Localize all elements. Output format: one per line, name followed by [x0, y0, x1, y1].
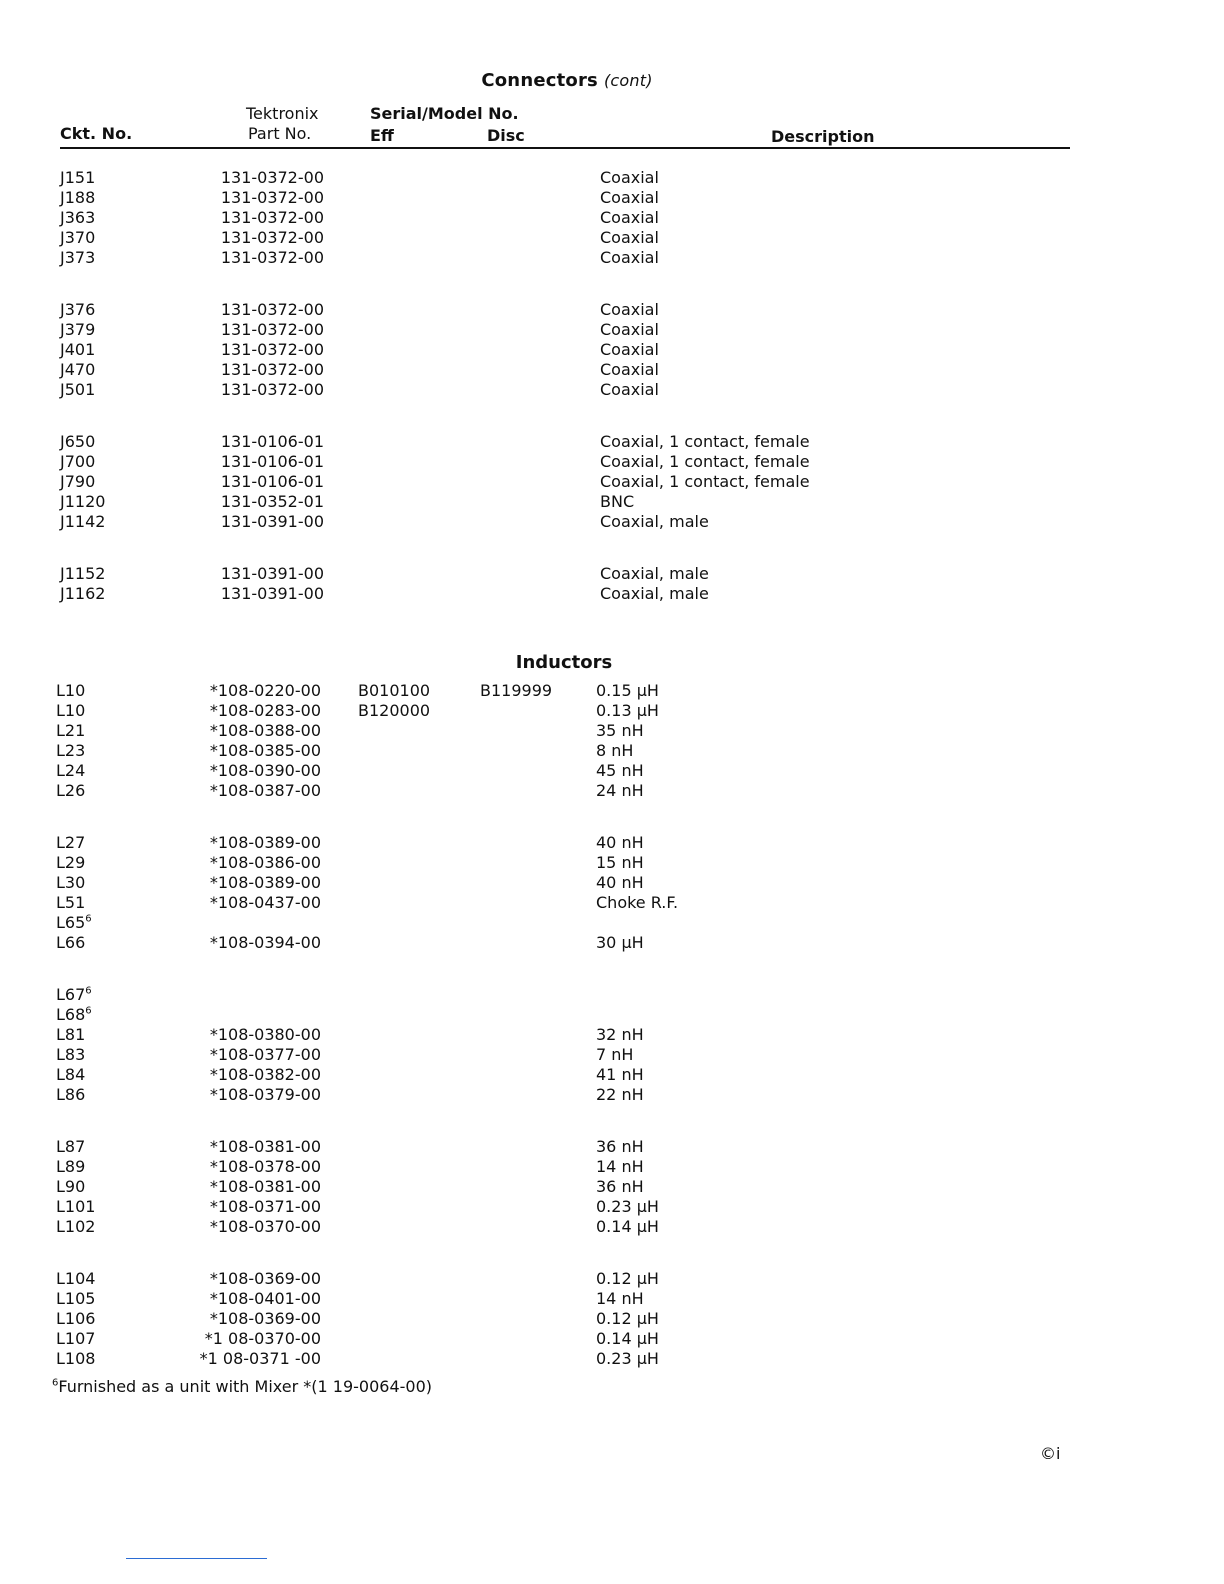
header-description: Description — [771, 127, 875, 146]
table-row — [0, 340, 1224, 360]
table-row — [0, 1349, 1224, 1369]
table-row — [0, 1217, 1224, 1237]
page-corner-mark: ©i — [1040, 1444, 1061, 1463]
part-no: *108-0369-00 — [209, 1309, 321, 1328]
part-no: *108-0380-00 — [209, 1025, 321, 1044]
ckt-no-text: L102 — [56, 1217, 96, 1236]
table-row — [0, 1157, 1224, 1177]
description: Coaxial, 1 contact, female — [600, 472, 810, 491]
part-no: 131-0391-00 — [220, 512, 324, 531]
table-row — [0, 741, 1224, 761]
description: Coaxial, male — [600, 564, 709, 583]
part-no: *108-0283-00 — [209, 701, 321, 720]
table-row — [0, 472, 1224, 492]
description: Coaxial — [600, 340, 659, 359]
description: Coaxial, 1 contact, female — [600, 432, 810, 451]
part-no: *108-0379-00 — [209, 1085, 321, 1104]
description: 32 nH — [596, 1025, 644, 1044]
table-row — [0, 432, 1224, 452]
part-no: 131-0106-01 — [220, 472, 324, 491]
description: Coaxial — [600, 208, 659, 227]
part-no: 131-0372-00 — [220, 380, 324, 399]
ckt-no-text: L29 — [56, 853, 86, 872]
part-no: *108-0220-00 — [209, 681, 321, 700]
part-no: *108-0386-00 — [209, 853, 321, 872]
ckt-no-text: L10 — [56, 681, 86, 700]
ckt-no-text: L86 — [56, 1085, 86, 1104]
ckt-no-text: L24 — [56, 761, 86, 780]
table-row — [0, 985, 1224, 1005]
part-no: 131-0372-00 — [220, 248, 324, 267]
header-tektronix: Tektronix — [246, 104, 319, 123]
header-eff: Eff — [370, 126, 394, 145]
part-no: *108-0390-00 — [209, 761, 321, 780]
description: BNC — [600, 492, 635, 511]
ckt-no-text: L10 — [56, 701, 86, 720]
footnote-text: Furnished as a unit with Mixer *(1 19-0064-00) — [58, 1377, 432, 1396]
table-row — [0, 188, 1224, 208]
table-row — [0, 1085, 1224, 1105]
ckt-no-text: L23 — [56, 741, 86, 760]
table-row — [0, 584, 1224, 604]
ckt-no-text: L83 — [56, 1045, 86, 1064]
part-no: *108-0385-00 — [209, 741, 321, 760]
table-row — [0, 248, 1224, 268]
table-row — [0, 1329, 1224, 1349]
ckt-no-text: J379 — [60, 320, 96, 339]
ckt-no-text: J373 — [60, 248, 96, 267]
part-no: 131-0372-00 — [220, 340, 324, 359]
section-title-inductors: Inductors — [515, 652, 613, 673]
ckt-no-text: J1142 — [60, 512, 106, 531]
ckt-no-text: J1120 — [60, 492, 106, 511]
ckt-no — [56, 913, 92, 932]
part-no: *108-0371-00 — [209, 1197, 321, 1216]
ckt-no-text: J501 — [60, 380, 96, 399]
ckt-no-text: L27 — [56, 833, 86, 852]
table-row — [0, 1045, 1224, 1065]
table-row — [0, 228, 1224, 248]
part-no: *108-0377-00 — [209, 1045, 321, 1064]
description: 36 nH — [596, 1137, 644, 1156]
part-no: 131-0106-01 — [220, 432, 324, 451]
part-no: 131-0391-00 — [220, 584, 324, 603]
ckt-no-text: J700 — [60, 452, 96, 471]
ckt-no-text: J376 — [60, 300, 96, 319]
ckt-no-text: L26 — [56, 781, 86, 800]
description: Coaxial — [600, 320, 659, 339]
part-no: *108-0401-00 — [209, 1289, 321, 1308]
table-row — [0, 1025, 1224, 1045]
part-no: 131-0391-00 — [220, 564, 324, 583]
ckt-no-text: L67 — [56, 985, 86, 1004]
description: Coaxial — [600, 360, 659, 379]
ckt-no-text: L84 — [56, 1065, 86, 1084]
header-part-no: Part No. — [248, 124, 312, 143]
description: 24 nH — [596, 781, 644, 800]
table-row — [0, 1289, 1224, 1309]
description: 8 nH — [596, 741, 634, 760]
ckt-no-text: L89 — [56, 1157, 86, 1176]
description: 35 nH — [596, 721, 644, 740]
connectors-title: Connectors — [481, 70, 598, 91]
part-no: *1 08-0371 -00 — [199, 1349, 321, 1368]
table-row — [0, 853, 1224, 873]
table-row — [0, 300, 1224, 320]
part-no: *108-0394-00 — [209, 933, 321, 952]
ckt-no-text: L101 — [56, 1197, 96, 1216]
table-row — [0, 933, 1224, 953]
ckt-no-text: J1162 — [60, 584, 106, 603]
description: Choke R.F. — [596, 893, 679, 912]
part-no: *108-0370-00 — [209, 1217, 321, 1236]
bottom-link-underline — [126, 1558, 267, 1559]
part-no: 131-0372-00 — [220, 320, 324, 339]
table-row — [0, 564, 1224, 584]
part-no: 131-0106-01 — [220, 452, 324, 471]
table-row — [0, 761, 1224, 781]
table-row — [0, 1197, 1224, 1217]
part-no: *108-0389-00 — [209, 833, 321, 852]
description: 14 nH — [596, 1289, 644, 1308]
part-no: *108-0382-00 — [209, 1065, 321, 1084]
ckt-no — [56, 1005, 92, 1024]
ckt-no-text: L81 — [56, 1025, 86, 1044]
description: 36 nH — [596, 1177, 644, 1196]
part-no: 131-0372-00 — [220, 188, 324, 207]
table-row — [0, 1137, 1224, 1157]
header-rule — [60, 147, 1070, 149]
part-no: *108-0387-00 — [209, 781, 321, 800]
ckt-no-text: L51 — [56, 893, 86, 912]
footnote-ref: 6 — [85, 985, 92, 997]
part-no: *108-0388-00 — [209, 721, 321, 740]
table-row — [0, 1309, 1224, 1329]
description: Coaxial, 1 contact, female — [600, 452, 810, 471]
table-row — [0, 360, 1224, 380]
table-row — [0, 833, 1224, 853]
part-no: *108-0378-00 — [209, 1157, 321, 1176]
table-row — [0, 1177, 1224, 1197]
table-row — [0, 781, 1224, 801]
description: 0.23 µH — [596, 1197, 659, 1216]
ckt-no-text: L106 — [56, 1309, 96, 1328]
part-no: *1 08-0370-00 — [204, 1329, 321, 1348]
ckt-no-text: L105 — [56, 1289, 96, 1308]
footnote-ref: 6 — [85, 913, 92, 925]
description: 0.12 µH — [596, 1269, 659, 1288]
ckt-no-text: L65 — [56, 913, 86, 932]
ckt-no-text: J370 — [60, 228, 96, 247]
ckt-no-text: J151 — [60, 168, 96, 187]
table-row — [0, 168, 1224, 188]
ckt-no-text: L107 — [56, 1329, 96, 1348]
description: 15 nH — [596, 853, 644, 872]
description: Coaxial, male — [600, 512, 709, 531]
ckt-no-text: L68 — [56, 1005, 86, 1024]
ckt-no — [56, 985, 92, 1004]
ckt-no-text: L90 — [56, 1177, 86, 1196]
section-title-connectors — [0, 70, 1134, 91]
footnote-mark: 6 — [52, 1377, 59, 1389]
description: 14 nH — [596, 1157, 644, 1176]
ckt-no-text: J1152 — [60, 564, 106, 583]
part-no: *108-0381-00 — [209, 1177, 321, 1196]
description: 45 nH — [596, 761, 644, 780]
description: 40 nH — [596, 873, 644, 892]
header-serial-model-no: Serial/Model No. — [370, 104, 519, 123]
part-no: *108-0381-00 — [209, 1137, 321, 1156]
part-no: 131-0372-00 — [220, 228, 324, 247]
table-row — [0, 512, 1224, 532]
ckt-no-text: J363 — [60, 208, 96, 227]
part-no: *108-0369-00 — [209, 1269, 321, 1288]
description: 22 nH — [596, 1085, 644, 1104]
table-row — [0, 380, 1224, 400]
ckt-no-text: L108 — [56, 1349, 96, 1368]
ckt-no-text: J401 — [60, 340, 96, 359]
serial-disc: B119999 — [480, 681, 553, 700]
description: 40 nH — [596, 833, 644, 852]
part-no: 131-0372-00 — [220, 300, 324, 319]
description: 0.14 µH — [596, 1329, 659, 1348]
table-row — [0, 320, 1224, 340]
table-row — [0, 681, 1224, 701]
table-row — [0, 1065, 1224, 1085]
table-row — [0, 1269, 1224, 1289]
description: Coaxial — [600, 168, 659, 187]
table-row — [0, 913, 1224, 933]
ckt-no-text: L87 — [56, 1137, 86, 1156]
ckt-no-text: J650 — [60, 432, 96, 451]
description: 41 nH — [596, 1065, 644, 1084]
ckt-no-text: J790 — [60, 472, 96, 491]
ckt-no-text: J470 — [60, 360, 96, 379]
description: 0.12 µH — [596, 1309, 659, 1328]
footnote — [52, 1377, 432, 1396]
description: 0.13 µH — [596, 701, 659, 720]
ckt-no-text: L66 — [56, 933, 86, 952]
table-row — [0, 721, 1224, 741]
description: Coaxial — [600, 248, 659, 267]
part-no: 131-0372-00 — [220, 168, 324, 187]
description: 0.23 µH — [596, 1349, 659, 1368]
description: 0.14 µH — [596, 1217, 659, 1236]
table-row — [0, 893, 1224, 913]
header-disc: Disc — [487, 126, 525, 145]
table-row — [0, 208, 1224, 228]
ckt-no-text: L104 — [56, 1269, 96, 1288]
table-row — [0, 492, 1224, 512]
table-row — [0, 873, 1224, 893]
part-no: 131-0372-00 — [220, 208, 324, 227]
description: 0.15 µH — [596, 681, 659, 700]
part-no: 131-0352-01 — [220, 492, 324, 511]
description: Coaxial — [600, 188, 659, 207]
table-row — [0, 1005, 1224, 1025]
description: Coaxial — [600, 228, 659, 247]
ckt-no-text: J188 — [60, 188, 96, 207]
description: 7 nH — [596, 1045, 634, 1064]
description: Coaxial — [600, 300, 659, 319]
footnote-ref: 6 — [85, 1005, 92, 1017]
description: Coaxial, male — [600, 584, 709, 603]
part-no: *108-0437-00 — [209, 893, 321, 912]
table-row — [0, 452, 1224, 472]
description: 30 µH — [596, 933, 644, 952]
serial-eff: B010100 — [358, 681, 431, 700]
serial-eff: B120000 — [358, 701, 431, 720]
connectors-title-suffix: (cont) — [603, 71, 653, 90]
description: Coaxial — [600, 380, 659, 399]
table-row — [0, 701, 1224, 721]
header-ckt-no: Ckt. No. — [60, 124, 133, 143]
ckt-no-text: L30 — [56, 873, 86, 892]
part-no: *108-0389-00 — [209, 873, 321, 892]
part-no: 131-0372-00 — [220, 360, 324, 379]
ckt-no-text: L21 — [56, 721, 86, 740]
